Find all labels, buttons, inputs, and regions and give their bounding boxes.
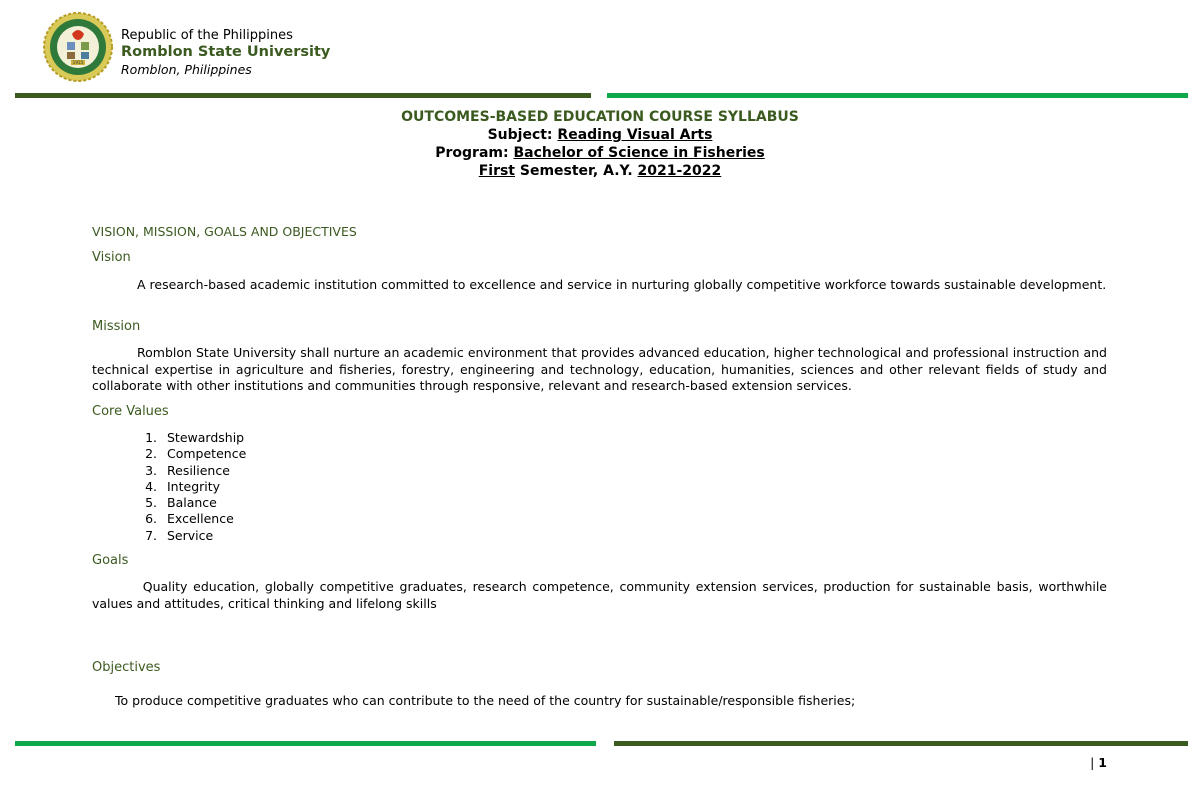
mission-text: Romblon State University shall nurture an academic environment that provides advanced education, higher technological and professional instruction and technical expertise in agriculture and fisheries, forestry, engineering and technology, education, humanities, sciences and other relevant fields of study and collaborate with other institutions and communities through responsive, relevant and research-based extension services. [92,345,1107,393]
objectives-heading: Objectives [92,660,161,675]
core-values-list [92,430,1107,544]
semester-word: First [478,163,515,179]
subject-value: Reading Visual Arts [557,127,713,143]
footer-bar-dark [614,741,1188,746]
university-name: Romblon State University [121,44,331,60]
letterhead [121,27,330,78]
core-value-item: 3. Resilience [161,463,1107,479]
syllabus-title: OUTCOMES-BASED EDUCATION COURSE SYLLABUS [401,109,799,125]
core-value-item: 1. Stewardship [161,430,1107,446]
syllabus-title-block [0,108,1200,180]
core-value-item: 5. Balance [161,495,1107,511]
goals-heading: Goals [92,553,129,568]
footer-bar-green [15,741,596,746]
header-bar-green [607,93,1188,98]
core-values-heading: Core Values [92,404,169,419]
goals-text: Quality education, globally competitive graduates, research competence, community extension services, production for sustainable basis, worthwhile values and attitudes, critical thinking and lifelong skills [92,579,1111,611]
vision-heading: Vision [92,250,131,265]
page-separator: | [1090,755,1095,770]
program-line [0,144,1200,162]
core-value-item: 4. Integrity [161,479,1107,495]
core-value-item: 2. Competence [161,446,1107,462]
mission-heading: Mission [92,319,141,334]
page-number-value: 1 [1098,755,1107,770]
page-number [1090,755,1107,770]
subject-label: Subject: [487,127,553,143]
semester-line [0,162,1200,180]
objectives-text: To produce competitive graduates who can contribute to the need of the country for sustainable/responsible fisheries; [115,693,856,708]
program-value: Bachelor of Science in Fisheries [513,145,765,161]
program-label: Program: [435,145,509,161]
vision-text: A research-based academic institution committed to excellence and service in nurturing globally competitive workforce towards sustainable development. [137,277,1107,292]
semester-mid: Semester, A.Y. [515,163,638,179]
university-seal-logo [43,12,113,82]
core-value-item: 7. Service [161,528,1107,544]
academic-year: 2021-2022 [637,163,722,179]
core-value-item: 6. Excellence [161,511,1107,527]
vmgo-heading: VISION, MISSION, GOALS AND OBJECTIVES [92,224,357,239]
header-bar-dark [15,93,591,98]
seal-year: 1915 [72,60,84,66]
subject-line [0,126,1200,144]
republic-line: Republic of the Philippines [121,28,293,43]
university-location: Romblon, Philippines [121,62,252,77]
